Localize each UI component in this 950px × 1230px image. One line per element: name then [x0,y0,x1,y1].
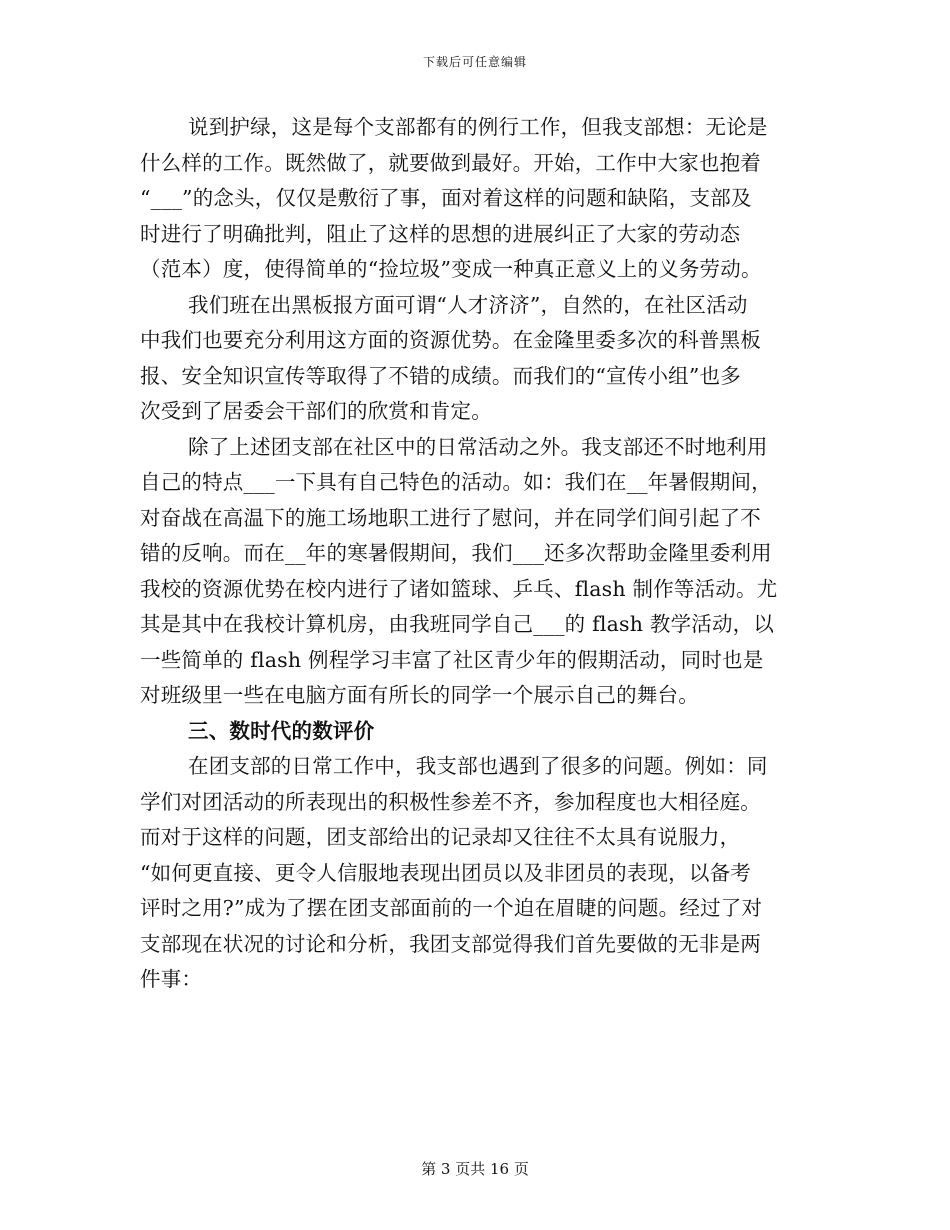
paragraph-line: 在团支部的日常工作中，我支部也遇到了很多的问题。例如：同 [188,754,768,778]
paragraph-line: 其是其中在我校计算机房，由我班同学自己___的 flash 教学活动，以 [140,612,775,636]
paragraph-line: 说到护绿，这是每个支部都有的例行工作，但我支部想：无论是 [188,115,768,139]
paragraph-line: （范本）度，使得简单的“捡垃圾”变成一种真正意义上的义务劳动。 [140,257,762,281]
paragraph-line: 我们班在出黑板报方面可谓“人才济济”，自然的，在社区活动 [188,292,748,317]
page-header: 下载后可任意编辑 [422,55,527,69]
paragraph-line: 件事： [140,967,203,991]
paragraph-line: 次受到了居委会干部们的欣赏和肯定。 [140,399,492,423]
paragraph-line: 评时之用?”成为了摆在团支部面前的一个迫在眉睫的问题。经过了对 [140,896,763,920]
paragraph-line: 而对于这样的问题，团支部给出的记录却又往往不太具有说服力， [140,825,741,849]
paragraph-line: 一些简单的 flash 例程学习丰富了社区青少年的假期活动，同时也是 [140,647,764,672]
paragraph-line: 我校的资源优势在校内进行了诸如篮球、乒乓、flash 制作等活动。尤 [140,576,778,601]
paragraph-line: 自己的特点___一下具有自己特色的活动。如：我们在__年暑假期间， [140,470,772,494]
paragraph-line: 什么样的工作。既然做了，就要做到最好。开始，工作中大家也抱着 [140,150,761,175]
paragraph-line: 支部现在状况的讨论和分析，我团支部觉得我们首先要做的无非是两 [140,931,761,956]
section-heading: 三、数时代的数评价 [188,718,375,743]
paragraph-line: 对班级里一些在电脑方面有所长的同学一个展示自己的舞台。 [140,683,699,707]
paragraph-line: 报、安全知识宣传等取得了不错的成绩。而我们的“宣传小组”也多 [140,363,741,388]
paragraph-line: 时进行了明确批判，阻止了这样的思想的进展纠正了大家的劳动态 [140,221,741,246]
paragraph-line: 对奋战在高温下的施工场地职工进行了慰问，并在同学们间引起了不 [140,505,761,530]
page-footer: 第 3 页共 16 页 [421,1160,529,1178]
paragraph-line: “如何更直接、更令人信服地表现出团员以及非团员的表现，以备考 [140,860,751,885]
document-body [140,110,815,998]
paragraph-line: 除了上述团支部在社区中的日常活动之外。我支部还不时地利用 [188,434,768,459]
paragraph-line: 中我们也要充分利用这方面的资源优势。在金隆里委多次的科普黑板 [140,328,761,352]
paragraph-line: “___”的念头，仅仅是敷衍了事，面对着这样的问题和缺陷，支部及 [140,186,752,210]
paragraph-line: 学们对团活动的所表现出的积极性参差不齐，参加程度也大相径庭。 [140,789,761,814]
paragraph-line: 错的反响。而在__年的寒暑假期间，我们___还多次帮助金隆里委利用 [140,541,772,565]
